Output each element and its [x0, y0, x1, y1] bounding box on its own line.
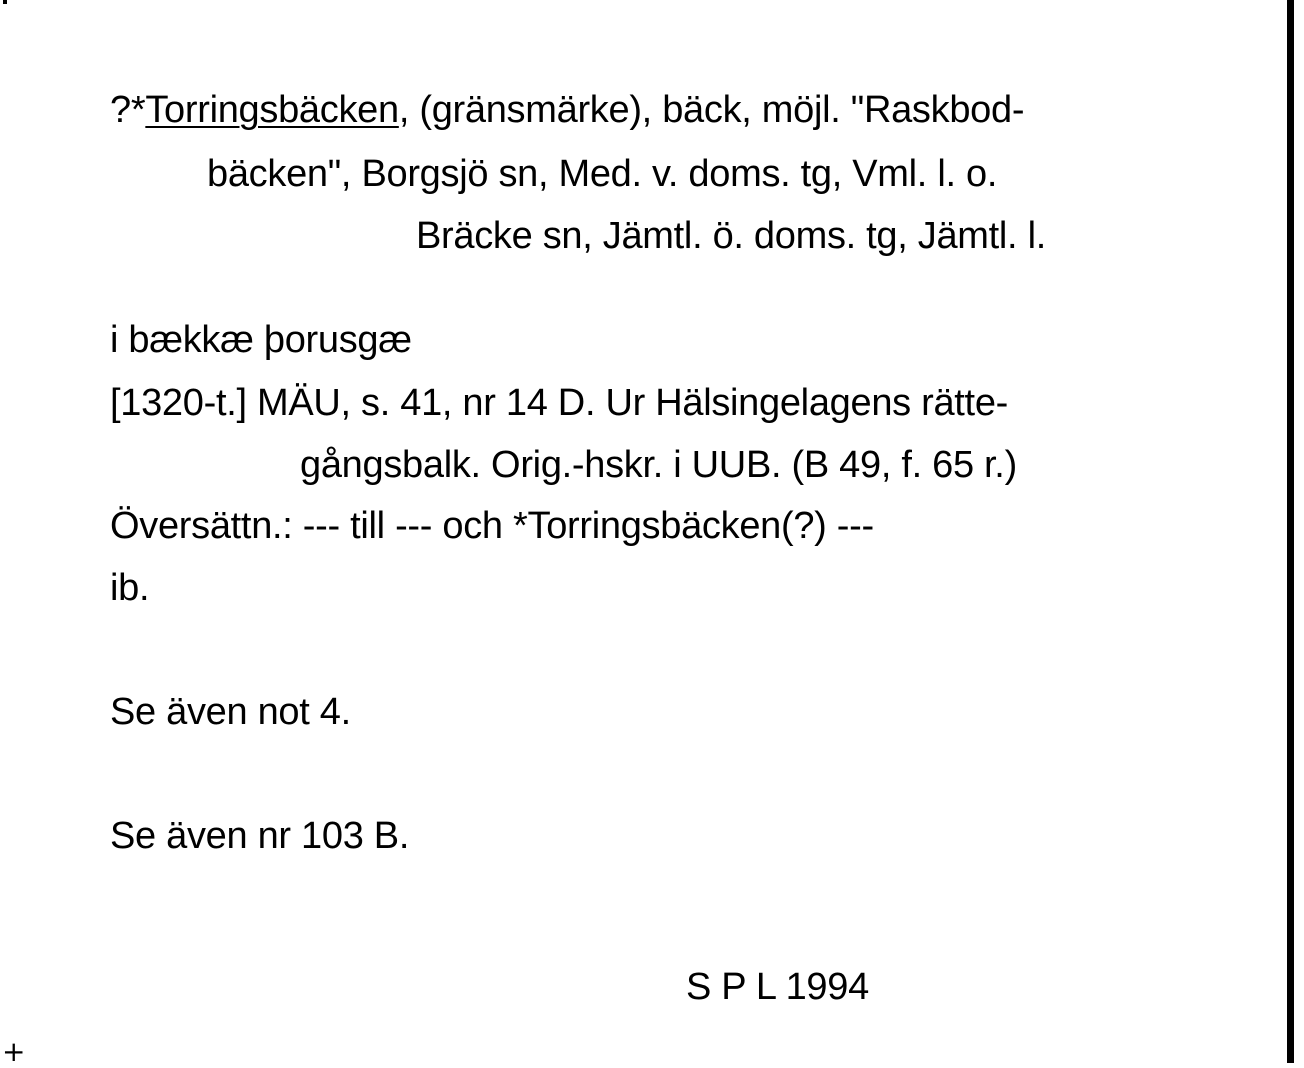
heading-rest: , (gränsmärke), bäck, möjl. "Raskbod- [398, 89, 1025, 131]
ibid-line: ib. [110, 567, 150, 609]
heading-line-2: bäcken", Borgsjö sn, Med. v. doms. tg, Vml. l. o. [207, 153, 998, 195]
see-note-line: Se även not 4. [110, 691, 351, 733]
source-line-2: gångsbalk. Orig.-hskr. i UUB. (B 49, f. 65 r.) [300, 444, 1017, 486]
right-edge-rule [1287, 0, 1294, 1063]
heading-line-3: Bräcke sn, Jämtl. ö. doms. tg, Jämtl. l. [416, 215, 1046, 257]
translation-line: Översättn.: --- till --- och *Torringsbäcken(?) --- [110, 505, 874, 547]
headword-prefix: ?* [110, 89, 146, 131]
headword: Torringsbäcken [145, 89, 399, 131]
signature: S P L 1994 [686, 966, 869, 1008]
see-number-line: Se även nr 103 B. [110, 815, 410, 857]
registration-mark: + [2, 1035, 26, 1068]
source-line-1: [1320-t.] MÄU, s. 41, nr 14 D. Ur Hälsingelagens rätte- [110, 382, 1009, 424]
scan-speck [3, 0, 7, 4]
attested-form: i bækkæ þorusgæ [110, 319, 412, 361]
heading-line-1 [110, 88, 1024, 132]
